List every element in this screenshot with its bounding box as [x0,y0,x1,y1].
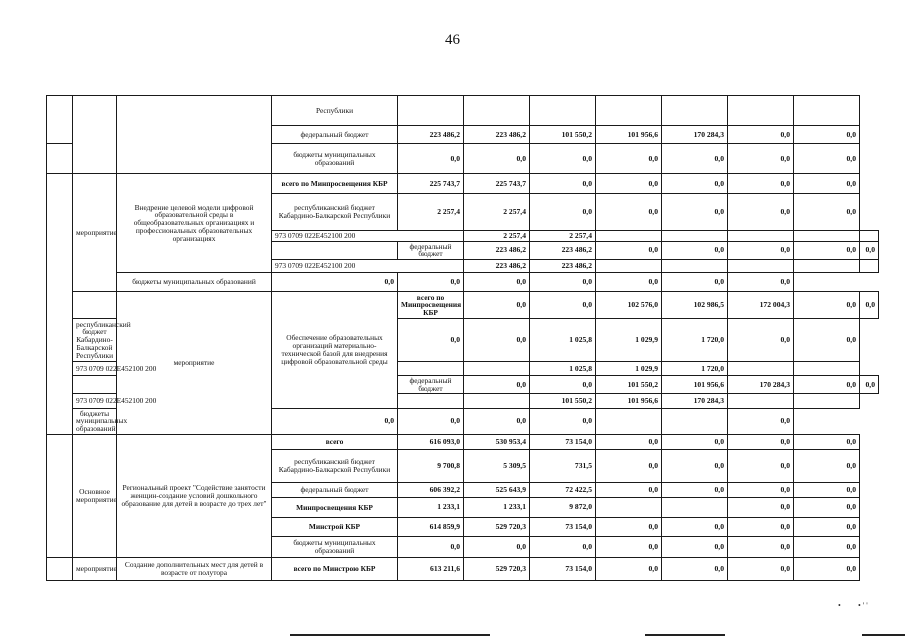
amount-cell: 0,0 [794,450,860,483]
table-row [47,394,879,408]
role-cell: мероприятие [117,292,272,435]
event-description: Создание дополнительных мест для детей в возрасте от полутора [117,557,272,580]
page-number: 46 [445,32,460,48]
amount-cell [794,394,860,408]
amount-cell: 1 233,1 [398,498,464,518]
amount-cell: 0,0 [530,143,596,173]
funding-source: Минпросвещения КБР [272,498,398,518]
amount-cell: 0,0 [728,318,794,361]
table-row [47,272,879,292]
amount-cell: 0,0 [662,434,728,449]
edge-cell [73,292,117,318]
amount-cell: 2 257,4 [464,193,530,230]
amount-cell [662,259,728,272]
amount-cell: 0,0 [596,272,662,292]
amount-cell: 73 154,0 [530,557,596,580]
amount-cell: 0,0 [662,193,728,230]
amount-cell: 0,0 [794,126,860,143]
amount-cell: 0,0 [464,272,530,292]
amount-cell: 1 029,9 [596,362,662,376]
amount-cell: 0,0 [794,292,860,318]
amount-cell [794,96,860,126]
amount-cell [596,230,662,241]
budget-code: 973 0709 022E452100 200 [272,230,464,241]
amount-cell: 9 872,0 [530,498,596,518]
event-description [117,96,272,174]
footer-mark-left: • [838,601,841,610]
amount-cell: 5 309,5 [464,450,530,483]
amount-cell [794,230,860,241]
edge-cell [47,96,73,144]
funding-source: республиканский бюджет Кабардино-Балкарской Республики [272,450,398,483]
edge-cell [47,143,73,173]
funding-source: всего по Минпросвещения КБР [398,292,464,318]
amount-cell: 0,0 [794,318,860,361]
amount-cell: 0,0 [794,174,860,194]
amount-cell: 1 025,8 [530,362,596,376]
amount-cell: 223 486,2 [530,259,596,272]
amount-cell: 0,0 [464,408,530,434]
role-cell [73,96,117,174]
amount-cell: 0,0 [464,376,530,394]
funding-source: Минстрой КБР [272,517,398,537]
amount-cell: 0,0 [728,537,794,558]
amount-cell: 0,0 [596,450,662,483]
amount-cell: 223 486,2 [464,259,530,272]
amount-cell: 0,0 [728,174,794,194]
amount-cell: 0,0 [272,408,398,434]
role-cell: мероприятие [73,557,117,580]
table-row [47,174,879,194]
amount-cell [728,394,794,408]
amount-cell: 606 392,2 [398,482,464,497]
amount-cell: 0,0 [596,517,662,537]
amount-cell [398,394,464,408]
amount-cell: 525 643,9 [464,482,530,497]
amount-cell: 1 029,9 [596,318,662,361]
amount-cell: 0,0 [794,241,860,259]
amount-cell [530,96,596,126]
amount-cell: 72 422,5 [530,482,596,497]
funding-source: республиканский бюджет Кабардино-Балкарской Республики [272,193,398,230]
amount-cell: 614 859,9 [398,517,464,537]
amount-cell: 0,0 [272,272,398,292]
amount-cell: 0,0 [794,143,860,173]
amount-cell: 0,0 [464,537,530,558]
role-cell: Основное мероприятие [73,434,117,557]
amount-cell: 0,0 [530,193,596,230]
amount-cell: 223 486,2 [398,126,464,143]
blank-cell [272,241,398,259]
funding-source: всего по Минпросвещения КБР [272,174,398,194]
budget-table [46,95,879,581]
amount-cell: 0,0 [530,408,596,434]
amount-cell: 1 025,8 [530,318,596,361]
funding-source: Республики [272,96,398,126]
amount-cell [728,96,794,126]
blank-cell [73,376,117,394]
amount-cell: 102 576,0 [596,292,662,318]
amount-cell: 0,0 [728,498,794,518]
footer-mark-right: • ' ' [858,601,868,610]
amount-cell: 0,0 [662,482,728,497]
amount-cell: 101 956,6 [662,376,728,394]
amount-cell: 102 986,5 [662,292,728,318]
amount-cell: 101 550,2 [530,126,596,143]
amount-cell [728,362,794,376]
amount-cell: 1 233,1 [464,498,530,518]
amount-cell: 0,0 [530,272,596,292]
amount-cell: 223 486,2 [464,126,530,143]
table-row [47,292,879,318]
edge-cell [47,174,73,435]
amount-cell: 225 743,7 [464,174,530,194]
amount-cell: 530 953,4 [464,434,530,449]
event-description: Обеспечение образовательных организаций материально-технической базой для внедрения цифровой образовательной среды [272,292,398,408]
amount-cell [662,96,728,126]
amount-cell: 0,0 [398,318,464,361]
amount-cell: 1 720,0 [662,318,728,361]
amount-cell [794,259,860,272]
amount-cell: 0,0 [860,376,879,394]
amount-cell: 73 154,0 [530,517,596,537]
amount-cell: 0,0 [728,193,794,230]
funding-source: бюджеты муниципальных образований [73,408,117,434]
amount-cell: 170 284,3 [662,126,728,143]
budget-code: 973 0709 022E452100 200 [272,259,464,272]
amount-cell [662,230,728,241]
amount-cell: 0,0 [596,557,662,580]
amount-cell [860,259,879,272]
amount-cell: 0,0 [662,537,728,558]
amount-cell: 0,0 [398,272,464,292]
amount-cell: 0,0 [662,143,728,173]
event-description: Региональный проект "Содействие занятости женщин-создание условий дошкольного образование для детей в возрасте до трех лет" [117,434,272,557]
amount-cell: 0,0 [596,174,662,194]
amount-cell: 0,0 [662,450,728,483]
amount-cell [596,498,662,518]
amount-cell [464,96,530,126]
amount-cell [662,408,728,434]
amount-cell: 170 284,3 [728,376,794,394]
funding-source: всего по Минстрою КБР [272,557,398,580]
amount-cell: 529 720,3 [464,517,530,537]
funding-source: всего [272,434,398,449]
amount-cell: 0,0 [860,292,879,318]
budget-code: 973 0709 022E452100 200 [73,362,272,376]
amount-cell: 170 284,3 [662,394,728,408]
edge-cell [47,557,73,580]
amount-cell: 613 211,6 [398,557,464,580]
funding-source: федеральный бюджет [398,376,464,394]
amount-cell: 0,0 [662,517,728,537]
amount-cell: 0,0 [530,292,596,318]
amount-cell: 0,0 [464,143,530,173]
funding-source: бюджеты муниципальных образований [117,272,272,292]
event-description: Внедрение целевой модели цифровой образовательной среды в общеобразовательных организациях и профессиональных образовательных организациях [117,174,272,273]
amount-cell: 0,0 [794,537,860,558]
amount-cell: 0,0 [794,482,860,497]
amount-cell: 2 257,4 [464,230,530,241]
amount-cell: 0,0 [596,482,662,497]
funding-source: федеральный бюджет [272,126,398,143]
amount-cell: 2 257,4 [398,193,464,230]
amount-cell [728,259,794,272]
amount-cell: 0,0 [596,143,662,173]
amount-cell: 2 257,4 [530,230,596,241]
amount-cell [596,408,662,434]
amount-cell: 0,0 [662,241,728,259]
amount-cell: 73 154,0 [530,434,596,449]
amount-cell: 101 956,6 [596,394,662,408]
table-row [47,557,879,580]
amount-cell: 0,0 [728,272,794,292]
amount-cell: 529 720,3 [464,557,530,580]
amount-cell: 0,0 [728,126,794,143]
amount-cell [398,362,464,376]
amount-cell [662,498,728,518]
amount-cell: 223 486,2 [530,241,596,259]
amount-cell: 9 700,8 [398,450,464,483]
amount-cell [464,362,530,376]
amount-cell: 0,0 [794,193,860,230]
amount-cell: 225 743,7 [398,174,464,194]
amount-cell: 0,0 [596,434,662,449]
amount-cell: 101 956,6 [596,126,662,143]
amount-cell [860,230,879,241]
amount-cell: 0,0 [530,537,596,558]
amount-cell: 0,0 [794,557,860,580]
amount-cell: 223 486,2 [464,241,530,259]
amount-cell: 616 093,0 [398,434,464,449]
amount-cell: 0,0 [728,482,794,497]
amount-cell: 0,0 [662,272,728,292]
amount-cell: 0,0 [398,408,464,434]
funding-source: федеральный бюджет [272,482,398,497]
amount-cell: 0,0 [794,498,860,518]
amount-cell [728,230,794,241]
amount-cell: 0,0 [662,174,728,194]
amount-cell [464,394,530,408]
amount-cell: 101 550,2 [596,376,662,394]
amount-cell: 0,0 [596,241,662,259]
footer-line-right [645,634,725,636]
funding-source: республиканский бюджет Кабардино-Балкарской Республики [73,318,117,361]
amount-cell: 0,0 [728,557,794,580]
footer-line-left [290,634,490,636]
amount-cell: 0,0 [530,174,596,194]
amount-cell: 0,0 [398,143,464,173]
table-row [47,434,879,449]
role-cell: мероприятие [73,174,117,292]
amount-cell: 0,0 [530,376,596,394]
funding-source: бюджеты муниципальных образований [272,537,398,558]
amount-cell: 731,5 [530,450,596,483]
table-row [47,96,879,126]
amount-cell: 0,0 [464,318,530,361]
footer-line-far-right [862,634,905,636]
amount-cell: 0,0 [728,450,794,483]
amount-cell: 101 550,2 [530,394,596,408]
amount-cell [398,96,464,126]
amount-cell [794,362,860,376]
amount-cell: 0,0 [728,517,794,537]
budget-code: 973 0709 022E452100 200 [73,394,272,408]
amount-cell: 0,0 [728,143,794,173]
amount-cell: 0,0 [794,376,860,394]
amount-cell: 0,0 [596,537,662,558]
amount-cell: 0,0 [464,292,530,318]
amount-cell: 0,0 [794,517,860,537]
amount-cell: 0,0 [728,434,794,449]
amount-cell: 0,0 [794,434,860,449]
funding-source: бюджеты муниципальных образований [272,143,398,173]
amount-cell: 1 720,0 [662,362,728,376]
amount-cell: 0,0 [596,193,662,230]
amount-cell: 172 004,3 [728,292,794,318]
edge-cell [47,434,73,557]
amount-cell: 0,0 [662,557,728,580]
amount-cell [596,259,662,272]
amount-cell: 0,0 [860,241,879,259]
table-row [47,362,879,376]
amount-cell: 0,0 [728,241,794,259]
amount-cell: 0,0 [398,537,464,558]
amount-cell: 0,0 [728,408,794,434]
funding-source: федеральный бюджет [398,241,464,259]
amount-cell [596,96,662,126]
